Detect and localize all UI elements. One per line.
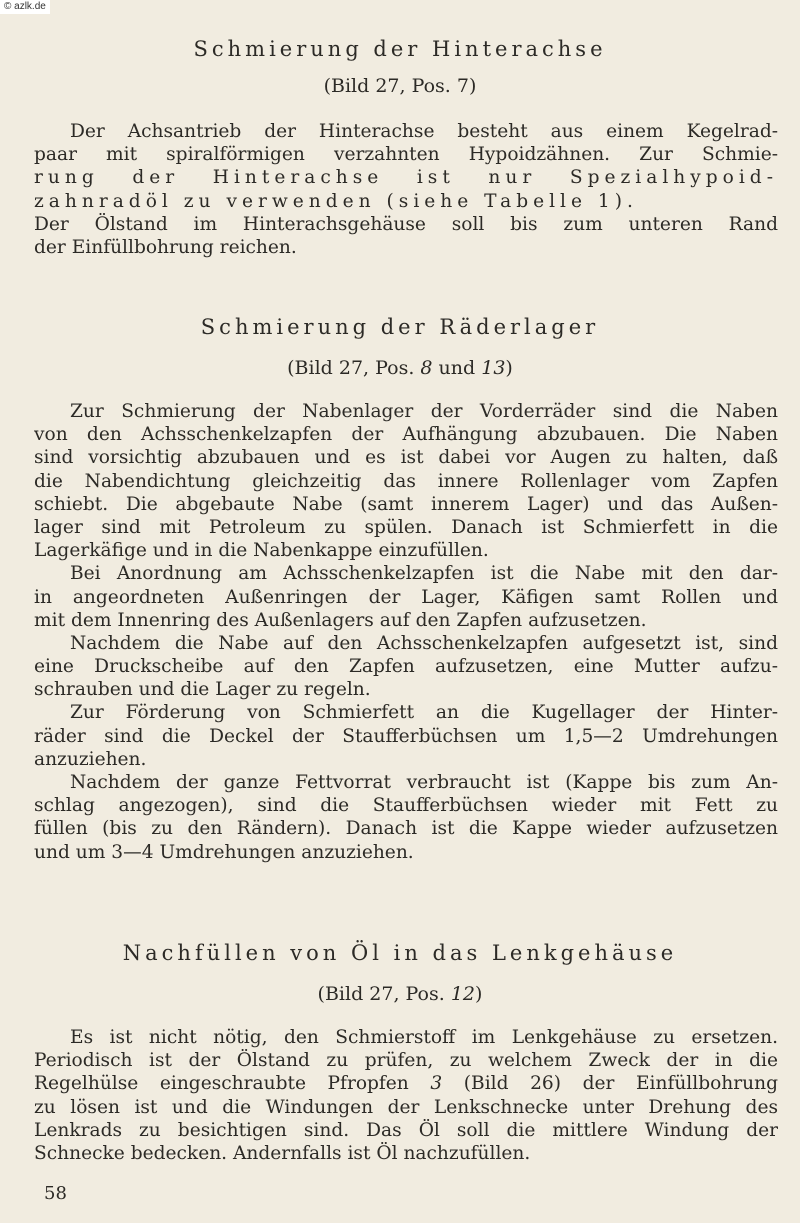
text-line: räder sind die Deckel der Staufferbüchsen um 1,5—2 Umdrehungen	[34, 725, 778, 747]
text-line: schiebt. Die abgebaute Nabe (samt innerem Lager) und das Außen-	[34, 493, 778, 515]
text-line: Nachdem die Nabe auf den Achsschenkelzapfen aufgesetzt ist, sind	[70, 632, 778, 654]
text-line: Periodisch ist der Ölstand zu prüfen, zu welchem Zweck der in die	[34, 1050, 778, 1072]
text-line: die Nabendichtung gleichzeitig das innere Rollenlager vom Zapfen	[34, 470, 778, 492]
watermark: © azlk.de	[0, 0, 50, 14]
text-line: füllen (bis zu den Rändern). Danach ist die Kappe wieder aufzusetzen	[34, 818, 778, 840]
text-line: Zur Förderung von Schmierfett an die Kugellager der Hinter-	[70, 702, 778, 724]
text-line: mit dem Innenring des Außenlagers auf den Zapfen aufzusetzen.	[34, 609, 647, 631]
text-line: eine Druckscheibe auf den Zapfen aufzusetzen, eine Mutter aufzu-	[34, 656, 778, 678]
text-line: Der Ölstand im Hinterachsgehäuse soll bis zum unteren Rand	[34, 213, 778, 235]
text-line: sind vorsichtig abzubauen und es ist dabei vor Augen zu halten, daß	[34, 447, 778, 469]
text-line: und um 3—4 Umdrehungen anzuziehen.	[34, 841, 414, 863]
section-body-hinterachse	[34, 120, 778, 259]
section-subheading-lenkgehaeuse: (Bild 27, Pos. 12)	[317, 983, 483, 1005]
text-line: Es ist nicht nötig, den Schmierstoff im Lenkgehäuse zu ersetzen.	[70, 1027, 778, 1048]
text-line: zu lösen ist und die Windungen der Lenkschnecke unter Drehung des	[34, 1096, 778, 1118]
text-line: Bei Anordnung am Achsschenkelzapfen ist die Nabe mit den dar-	[70, 563, 778, 585]
text-line: paar mit spiralförmigen verzahnten Hypoidzähnen. Zur Schmie-	[34, 144, 778, 166]
section-heading-hinterachse: Schmierung der Hinterachse	[193, 37, 607, 61]
section-subheading-hinterachse: (Bild 27, Pos. 7)	[323, 75, 477, 97]
text-line: anzuziehen.	[34, 748, 147, 770]
section-heading-lenkgehaeuse: Nachfüllen von Öl in das Lenkgehäuse	[122, 941, 678, 965]
text-line: Regelhülse eingeschraubte Pfropfen 3 (Bild 26) der Einfüllbohrung	[34, 1073, 778, 1095]
page-number: 58	[44, 1183, 67, 1204]
text-line: zahnradöl zu verwenden (siehe Tabelle 1).	[34, 190, 638, 212]
text-line: schrauben und die Lager zu regeln.	[34, 679, 371, 701]
text-line: Schnecke bedecken. Andernfalls ist Öl nachzufüllen.	[34, 1142, 531, 1164]
text-line: Der Achsantrieb der Hinterachse besteht aus einem Kegelrad-	[70, 121, 778, 142]
text-line: Nachdem der ganze Fettvorrat verbraucht ist (Kappe bis zum An-	[70, 772, 778, 793]
text-line: rung der Hinterachse ist nur Spezialhypoid-	[34, 167, 778, 189]
text-line: Lagerkäfige und in die Nabenkappe einzufüllen.	[34, 540, 489, 562]
text-line: der Einfüllbohrung reichen.	[34, 236, 297, 258]
text-line: schlag angezogen), sind die Staufferbüchsen wieder mit Fett zu	[34, 795, 778, 817]
section-body-lenkgehaeuse	[34, 1026, 778, 1165]
text-line: in angeordneten Außenringen der Lager, Käfigen samt Rollen und	[34, 586, 778, 608]
text-line: lager sind mit Petroleum zu spülen. Danach ist Schmierfett in die	[34, 516, 778, 538]
section-heading-raederlager: Schmierung der Räderlager	[200, 315, 600, 339]
section-body-raederlager	[34, 400, 778, 864]
text-line: von den Achsschenkelzapfen der Aufhängung abzubauen. Die Naben	[34, 424, 778, 446]
text-line: Lenkrads zu besichtigen sind. Das Öl soll die mittlere Windung der	[34, 1119, 778, 1141]
section-subheading-raederlager: (Bild 27, Pos. 8 und 13)	[287, 357, 513, 379]
text-line: Zur Schmierung der Nabenlager der Vorderräder sind die Naben	[70, 401, 778, 422]
